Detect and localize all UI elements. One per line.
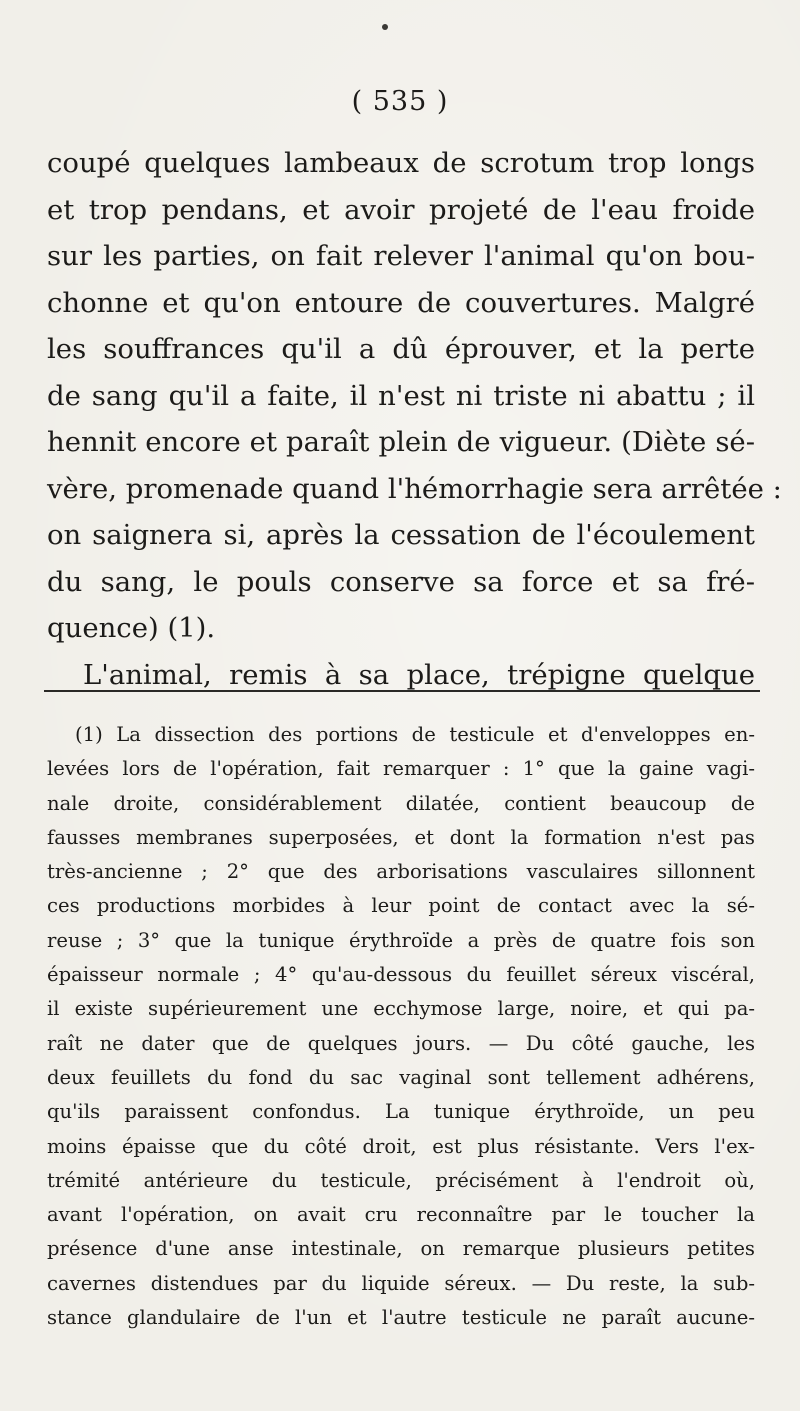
footnote-line: trémité antérieure du testicule, précisément à l'endroit où, xyxy=(47,1168,755,1192)
footnote-line: très-ancienne ; 2° que des arborisations vasculaires sillonnent xyxy=(47,860,755,884)
text-line: on saignera si, après la cessation de l'écoulement xyxy=(47,519,755,551)
footnote-divider xyxy=(44,690,760,692)
footnote-line: il existe supérieurement une ecchymose large, noire, et qui pa- xyxy=(47,997,755,1021)
footnote-line: cavernes distendues par du liquide séreux. — Du reste, la sub- xyxy=(47,1271,755,1295)
main-text-block xyxy=(47,140,782,698)
footnote-line: présence d'une anse intestinale, on remarque plusieurs petites xyxy=(47,1237,755,1261)
footnote-line: qu'ils paraissent confondus. La tunique érythroïde, un peu xyxy=(47,1100,755,1124)
footnote-line: deux feuillets du fond du sac vaginal sont tellement adhérens, xyxy=(47,1065,755,1089)
text-line: vère, promenade quand l'hémorrhagie sera arrêtée : xyxy=(47,472,782,505)
text-line: hennit encore et paraît plein de vigueur. (Diète sé- xyxy=(47,426,755,458)
footnote-line: épaisseur normale ; 4° qu'au-dessous du feuillet séreux viscéral, xyxy=(47,963,755,987)
footnote-line: fausses membranes superposées, et dont la formation n'est pas xyxy=(47,825,755,849)
footnote-line: nale droite, considérablement dilatée, contient beaucoup de xyxy=(47,791,755,815)
text-line: sur les parties, on fait relever l'animal qu'on bou- xyxy=(47,240,755,272)
text-line: L'animal, remis à sa place, trépigne quelque xyxy=(83,658,755,691)
footnote-line: raît ne dater que de quelques jours. — Du côté gauche, les xyxy=(47,1031,755,1055)
footnote-line: moins épaisse que du côté droit, est plus résistante. Vers l'ex- xyxy=(47,1134,755,1158)
text-line: quence) (1). xyxy=(47,612,216,644)
footnote-line: (1) La dissection des portions de testicule et d'enveloppes en- xyxy=(75,723,755,746)
text-line: et trop pendans, et avoir projeté de l'eau froide xyxy=(47,193,755,226)
page-number: ( 535 ) xyxy=(351,86,449,117)
footnote-line: avant l'opération, on avait cru reconnaître par le toucher la xyxy=(47,1203,755,1227)
footnote-block xyxy=(47,718,755,1335)
text-line: chonne et qu'on entoure de couvertures. Malgré xyxy=(47,286,755,319)
text-line: de sang qu'il a faite, il n'est ni triste ni abattu ; il xyxy=(47,379,755,412)
footnote-line: ces productions morbides à leur point de contact avec la sé- xyxy=(47,894,755,918)
footnote-line: stance glandulaire de l'un et l'autre testicule ne paraît aucune- xyxy=(47,1306,755,1330)
text-line: coupé quelques lambeaux de scrotum trop longs xyxy=(47,147,755,179)
ink-speck xyxy=(382,24,388,30)
footnote-line: levées lors de l'opération, fait remarquer : 1° que la gaine vagi- xyxy=(47,757,755,781)
footnote-line: reuse ; 3° que la tunique érythroïde a près de quatre fois son xyxy=(47,928,755,952)
text-line: du sang, le pouls conserve sa force et sa fré- xyxy=(47,565,755,598)
text-line: les souffrances qu'il a dû éprouver, et la perte xyxy=(47,333,755,365)
